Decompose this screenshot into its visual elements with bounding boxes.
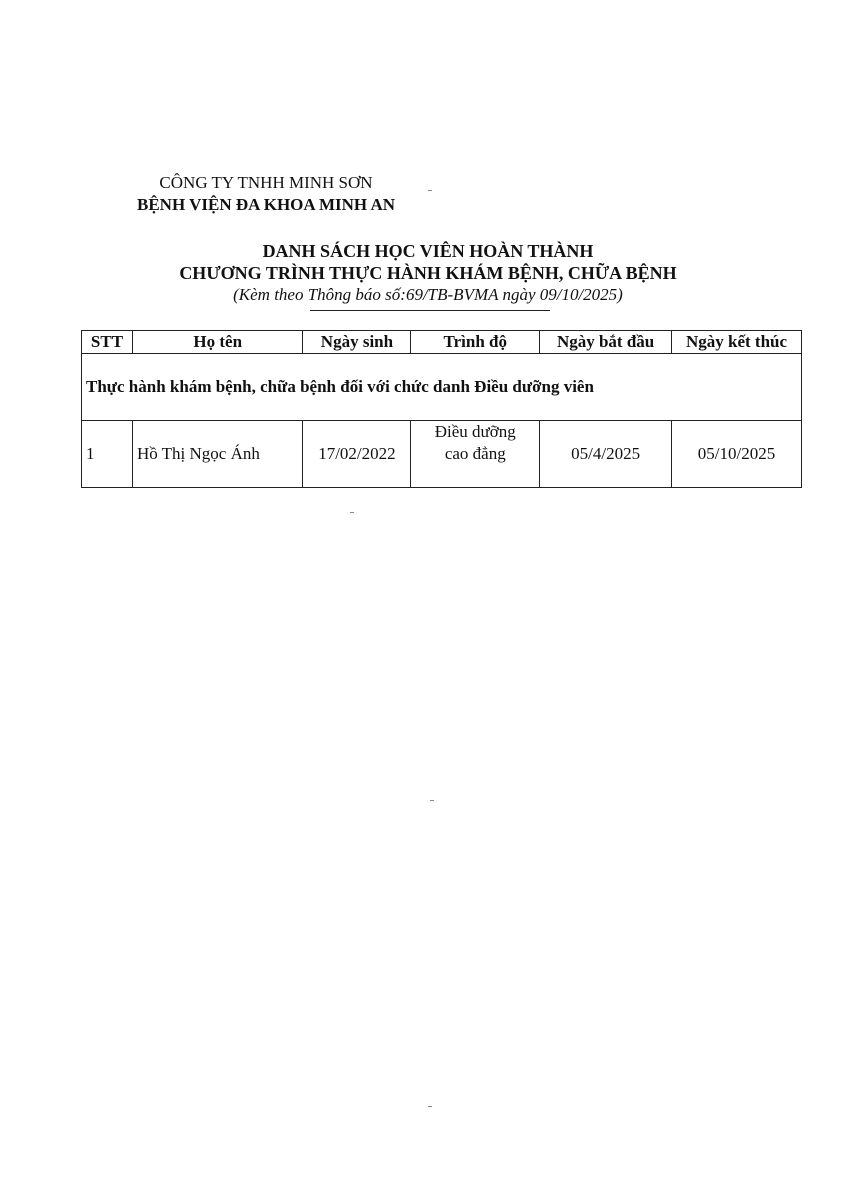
table-header-row bbox=[82, 331, 802, 354]
cell-dob: 17/02/2022 bbox=[303, 421, 411, 488]
cell-end: 05/10/2025 bbox=[672, 421, 802, 488]
column-header-stt: STT bbox=[82, 331, 133, 354]
level-line-2: cao đẳng bbox=[444, 444, 506, 463]
cell-name: Hồ Thị Ngọc Ánh bbox=[132, 421, 303, 488]
column-header-level: Trình độ bbox=[411, 331, 540, 354]
table-row bbox=[82, 421, 802, 488]
section-row bbox=[82, 354, 802, 421]
organization-header bbox=[106, 172, 426, 216]
column-header-name: Họ tên bbox=[132, 331, 303, 354]
scan-speck bbox=[430, 800, 434, 801]
scan-speck bbox=[350, 512, 354, 513]
document-title bbox=[0, 240, 856, 306]
subtitle-underline bbox=[310, 310, 550, 311]
hospital-name: BỆNH VIỆN ĐA KHOA MINH AN bbox=[136, 195, 396, 214]
student-table bbox=[81, 330, 802, 488]
cell-level bbox=[411, 421, 540, 488]
cell-stt: 1 bbox=[82, 421, 133, 488]
title-line-1: DANH SÁCH HỌC VIÊN HOÀN THÀNH bbox=[262, 241, 594, 261]
document-subtitle: (Kèm theo Thông báo số:69/TB-BVMA ngày 09/10/2025) bbox=[233, 285, 623, 304]
level-line-1: Điều dưỡng bbox=[434, 422, 516, 441]
company-name: CÔNG TY TNHH MINH SƠN bbox=[159, 173, 373, 192]
cell-start: 05/4/2025 bbox=[540, 421, 672, 488]
section-title: Thực hành khám bệnh, chữa bệnh đối với chức danh Điều dưỡng viên bbox=[82, 354, 802, 421]
column-header-start: Ngày bắt đầu bbox=[540, 331, 672, 354]
title-line-2: CHƯƠNG TRÌNH THỰC HÀNH KHÁM BỆNH, CHỮA BỆNH bbox=[179, 263, 677, 283]
scan-speck bbox=[428, 1106, 432, 1107]
scan-speck bbox=[428, 190, 432, 191]
column-header-dob: Ngày sinh bbox=[303, 331, 411, 354]
column-header-end: Ngày kết thúc bbox=[672, 331, 802, 354]
